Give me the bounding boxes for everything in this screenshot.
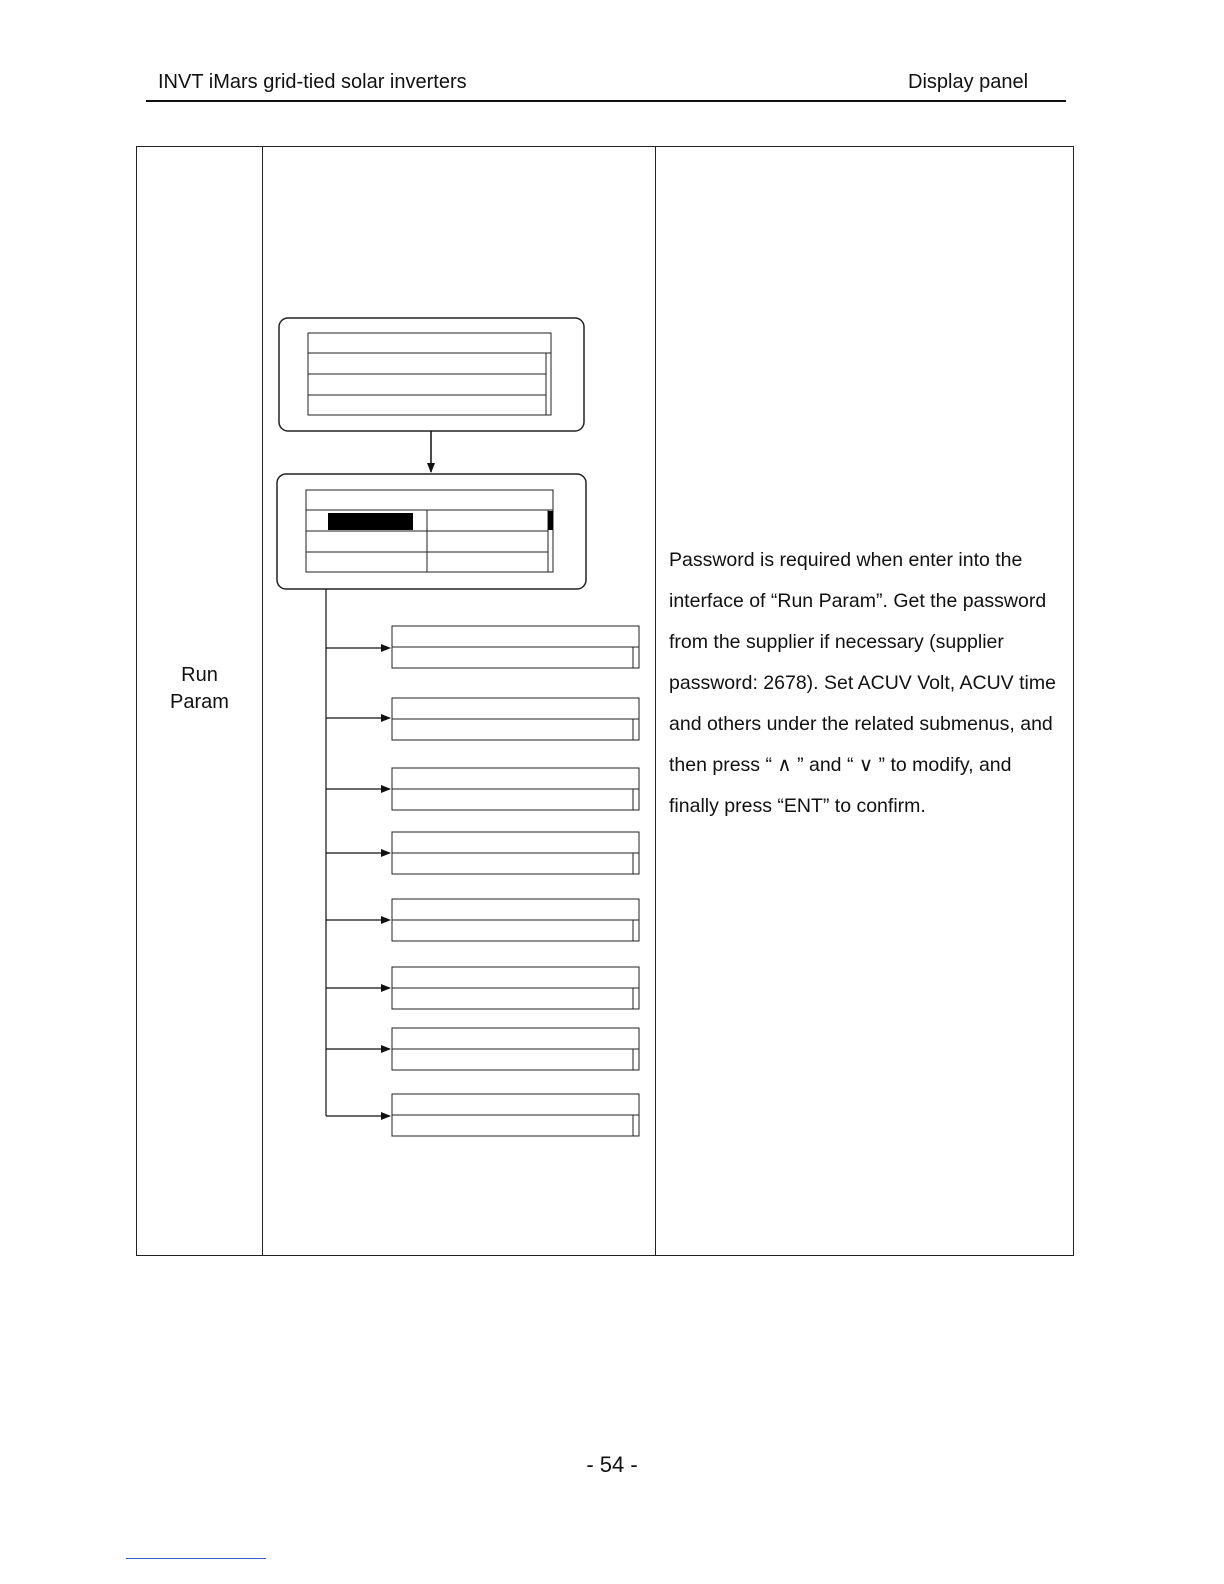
scroll-indicator <box>548 511 553 530</box>
submenu-6 <box>326 967 639 1009</box>
submenu-3 <box>326 768 639 810</box>
submenu-5 <box>326 899 639 941</box>
footer-link-rule <box>126 1558 266 1559</box>
submenu-7 <box>326 1028 639 1070</box>
description-cell <box>669 540 1064 827</box>
header-section: Display panel <box>908 71 1029 93</box>
main-menu-screen <box>279 318 584 431</box>
description-text: Password is required when enter into the interface of “Run Param”. Get the password from the supplier if necessary (supplier password: 2678). Set ACUV Volt, ACUV time and others under the related submenus, and then press “ ∧ ” and “ ∨ ” to modify, and finally press “ENT” to confirm. <box>669 549 1056 817</box>
page-number: - 54 - <box>586 1452 638 1477</box>
submenu-1 <box>326 626 639 668</box>
row-label <box>137 662 262 716</box>
menu-flow-diagram <box>263 147 655 1255</box>
header-rule <box>146 100 1066 102</box>
submenu-2 <box>326 698 639 740</box>
column-divider-2 <box>655 146 656 1256</box>
row-label-line2: Param <box>170 691 229 713</box>
submenu-8 <box>326 1094 639 1136</box>
selected-item-highlight <box>328 513 413 530</box>
header-title: INVT iMars grid-tied solar inverters <box>158 71 467 93</box>
row-label-line1: Run <box>181 664 218 686</box>
submenu-4 <box>326 832 639 874</box>
run-param-screen <box>277 474 586 589</box>
